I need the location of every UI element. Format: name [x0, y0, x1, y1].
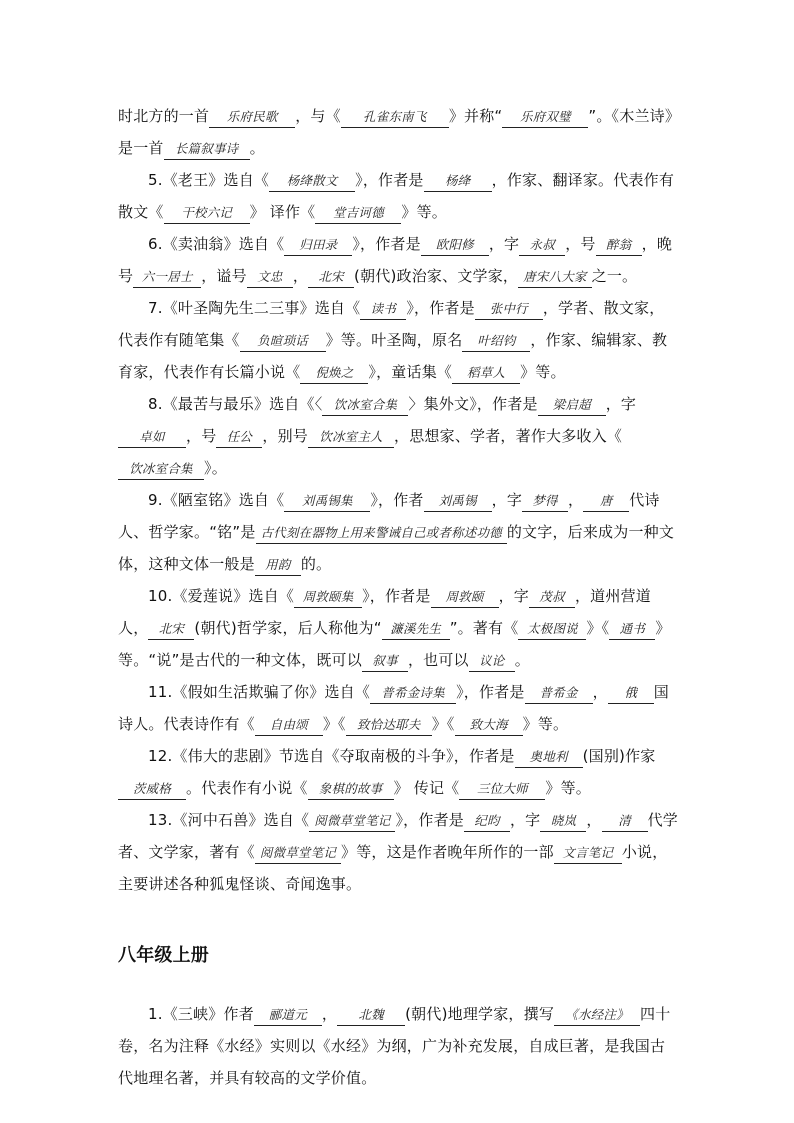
text: (国别)作家: [582, 747, 656, 765]
answer-blank: 致大海: [455, 715, 523, 736]
item-5-lao-wang: [118, 164, 678, 228]
section-heading: 八年级上册: [118, 945, 209, 966]
answer-blank: 周敦颐集: [294, 587, 362, 608]
answer-blank: 堂吉诃德: [315, 203, 401, 224]
text: 7.《叶圣陶先生二三事》选自《: [148, 299, 361, 317]
text: 。: [249, 139, 265, 157]
answer-blank: 长篇叙事诗: [164, 139, 250, 160]
item-12-wei-da-de-bei-ju: [118, 740, 678, 804]
text: 10.《爱莲说》选自《: [148, 587, 295, 605]
answer-blank: 杨绛: [424, 171, 492, 192]
answer-blank: 孔雀东南飞: [341, 107, 449, 128]
text: 国诗人。代表诗作有《: [118, 683, 669, 733]
text: ，也可以: [407, 651, 469, 669]
answer-blank: 叙事: [362, 651, 408, 672]
item-8-zui-ku-yu-zui-le: [118, 388, 678, 484]
answer-blank: 饮冰室合集: [118, 459, 204, 480]
text: 〉集外文》，作者是: [408, 395, 538, 413]
answer-blank: 稻草人: [452, 363, 520, 384]
text: 代学者、文学家，著有《: [118, 811, 678, 861]
text: 》，作者是: [456, 683, 525, 701]
text: ”。《木兰诗》是一首: [118, 107, 673, 157]
text: 》《: [586, 619, 610, 637]
text: 5.《老王》选自《: [148, 171, 270, 189]
answer-blank: 任公: [216, 427, 262, 448]
answer-blank: 北魏: [337, 1005, 405, 1026]
text: 》等。: [522, 715, 569, 733]
item-11-jia-ru-sheng-huo: [118, 676, 678, 740]
text: 》《: [431, 715, 455, 733]
item-9-lou-shi-ming: [118, 484, 678, 580]
text: 》 传记《: [393, 779, 460, 797]
text: 》并称“: [448, 107, 503, 125]
text: 的文字，后来成为一种文体，这种文体一般是: [118, 523, 675, 573]
answer-blank: 卓如: [118, 427, 186, 448]
text: ，道州营道人，: [118, 587, 651, 637]
answer-blank: 阅微草堂笔记: [309, 811, 395, 832]
answer-blank: 刘禹锡集: [284, 491, 370, 512]
answer-blank: 普希金: [525, 683, 593, 704]
text: 11.《假如生活欺骗了你》选自《: [148, 683, 371, 701]
text: 》，作者: [370, 491, 424, 509]
text: 》等。: [545, 779, 591, 797]
answer-blank: 周敦颐: [431, 587, 499, 608]
answer-blank: 乐府民歌: [209, 107, 295, 128]
paragraph-mulan-continued: [118, 100, 678, 164]
answer-blank: 晓岚: [540, 811, 586, 832]
text: ”。著有《: [449, 619, 519, 637]
text: ，与《: [295, 107, 341, 125]
answer-blank: 欧阳修: [421, 235, 489, 256]
answer-blank: 干校六记: [164, 203, 250, 224]
answer-blank: 永叔: [519, 235, 565, 256]
answer-blank: 叶绍钧: [462, 331, 530, 352]
text: 》，童话集《: [368, 363, 453, 381]
text: ，字: [605, 395, 637, 413]
text: 》等，这是作者晚年所作的一部: [341, 843, 554, 861]
text: 9.《陋室铭》选自《: [148, 491, 285, 509]
answer-blank: 负暄琐话: [240, 331, 326, 352]
text: ，思想家、学者，著作大多收入《: [394, 427, 623, 445]
answer-blank: 杨绛散文: [269, 171, 355, 192]
text: ，号: [186, 427, 217, 445]
answer-blank: 自由颂: [255, 715, 323, 736]
answer-blank: 普希金诗集: [370, 683, 456, 704]
text: 四十卷，名为注释《水经》实则以《水经》为纲，广为补充发展，自成巨著，是我国古代地理名著，并具有较高的文学价值。: [118, 1005, 671, 1087]
answer-blank: 文言笔记: [554, 843, 622, 864]
text: ，: [586, 811, 602, 829]
item-13-he-zhong-shi-shou: [118, 804, 678, 900]
text: 1.《三峡》作者: [148, 1005, 254, 1023]
answer-blank: 通书: [609, 619, 655, 640]
text: ，: [321, 1005, 338, 1023]
answer-blank: 太极图说: [518, 619, 586, 640]
item-7-ye-shengtao: [118, 292, 678, 388]
text: ，字: [498, 587, 529, 605]
answer-blank: 濂溪先生: [382, 619, 450, 640]
answer-blank: 饮冰室主人: [308, 427, 394, 448]
answer-blank: 古代刻在器物上用来警诫自己或者称述功德: [256, 523, 507, 544]
text: 》《: [322, 715, 346, 733]
text: 之一。: [591, 267, 638, 285]
answer-blank: 纪昀: [464, 811, 510, 832]
text: ，: [592, 683, 608, 701]
answer-blank: 六一居士: [133, 267, 201, 288]
answer-blank: 议论: [469, 651, 515, 672]
answer-blank: 象棋的故事: [308, 779, 394, 800]
text: 。: [514, 651, 530, 669]
answer-blank: 阅微草堂笔记: [255, 843, 341, 864]
text: 》，作者是: [355, 171, 424, 189]
answer-blank: 文忠: [247, 267, 293, 288]
answer-blank: 醉翁: [596, 235, 642, 256]
text: 小说，主要讲述各种狐鬼怪谈、奇闻逸事。: [118, 843, 668, 893]
answer-blank: 北宋: [148, 619, 194, 640]
text: ，字: [488, 235, 520, 253]
answer-blank: 乐府双璧: [502, 107, 588, 128]
answer-blank: 用韵: [255, 555, 301, 576]
text: ，别号: [262, 427, 309, 445]
text: 13.《河中石兽》选自《: [148, 811, 310, 829]
text: ，晚号: [118, 235, 673, 285]
item-1-san-xia: [118, 998, 678, 1094]
text: 6.《卖油翁》选自《: [148, 235, 285, 253]
text: (朝代)政治家、文学家，: [354, 267, 519, 285]
text: ，学者、散文家，代表作有随笔集《: [118, 299, 665, 349]
text: ，作家、编辑家、教育家，代表作有长篇小说《: [118, 331, 668, 381]
answer-blank: 《水经注》: [554, 1005, 640, 1026]
answer-blank: 茂叔: [529, 587, 575, 608]
answer-blank: 梦得: [522, 491, 568, 512]
text: ，作家、翻译家。代表作有散文《: [118, 171, 675, 221]
answer-blank: 致恰达耶夫: [346, 715, 432, 736]
text: ，字: [491, 491, 523, 509]
text: 》，作者是: [352, 235, 421, 253]
text: (朝代)地理学家，撰写: [405, 1005, 555, 1023]
text: 》。: [204, 459, 227, 477]
answer-blank: 倪焕之: [300, 363, 368, 384]
answer-blank: 清: [602, 811, 648, 832]
answer-blank: 梁启超: [538, 395, 606, 416]
text: ，谥号: [201, 267, 247, 285]
answer-blank: 饮冰室合集: [322, 395, 408, 416]
text: 》等。: [520, 363, 566, 381]
text: ，: [292, 267, 309, 285]
answer-blank: 刘禹锡: [424, 491, 492, 512]
text: 时北方的一首: [118, 107, 210, 125]
text: 》等。: [401, 203, 447, 221]
answer-blank: 郦道元: [254, 1005, 322, 1026]
text: 》等。叶圣陶，原名: [325, 331, 463, 349]
answer-blank: 俄: [608, 683, 654, 704]
answer-blank: 读书: [360, 299, 406, 320]
answer-blank: 张中行: [475, 299, 543, 320]
item-10-ai-lian-shuo: [118, 580, 678, 676]
text: (朝代)哲学家，后人称他为“: [194, 619, 382, 637]
answer-blank: 北宋: [308, 267, 354, 288]
text: ，字: [509, 811, 541, 829]
item-6-mai-you-weng: [118, 228, 678, 292]
page-content: [118, 100, 678, 1094]
answer-blank: 归田录: [284, 235, 352, 256]
text: ，号: [565, 235, 596, 253]
text: 代诗人、哲学家。“铭”是: [118, 491, 660, 541]
text: 》，作者是: [406, 299, 475, 317]
text: 8.《最苦与最乐》选自《〈: [148, 395, 323, 413]
text: 》，作者是: [362, 587, 431, 605]
answer-blank: 三位大师: [459, 779, 545, 800]
text: 。代表作有小说《: [186, 779, 308, 797]
text: 的。: [300, 555, 332, 573]
answer-blank: 奥地利: [515, 747, 583, 768]
text: 12.《伟大的悲剧》节选自《夺取南极的斗争》，作者是: [148, 747, 515, 765]
text: 》等。“说”是古代的一种文体，既可以: [118, 619, 671, 669]
answer-blank: 唐: [583, 491, 629, 512]
text: 》，作者是: [395, 811, 464, 829]
answer-blank: 茨威格: [118, 779, 186, 800]
text: 》 译作《: [249, 203, 316, 221]
answer-blank: 唐宋八大家: [518, 267, 592, 288]
text: ，: [568, 491, 584, 509]
